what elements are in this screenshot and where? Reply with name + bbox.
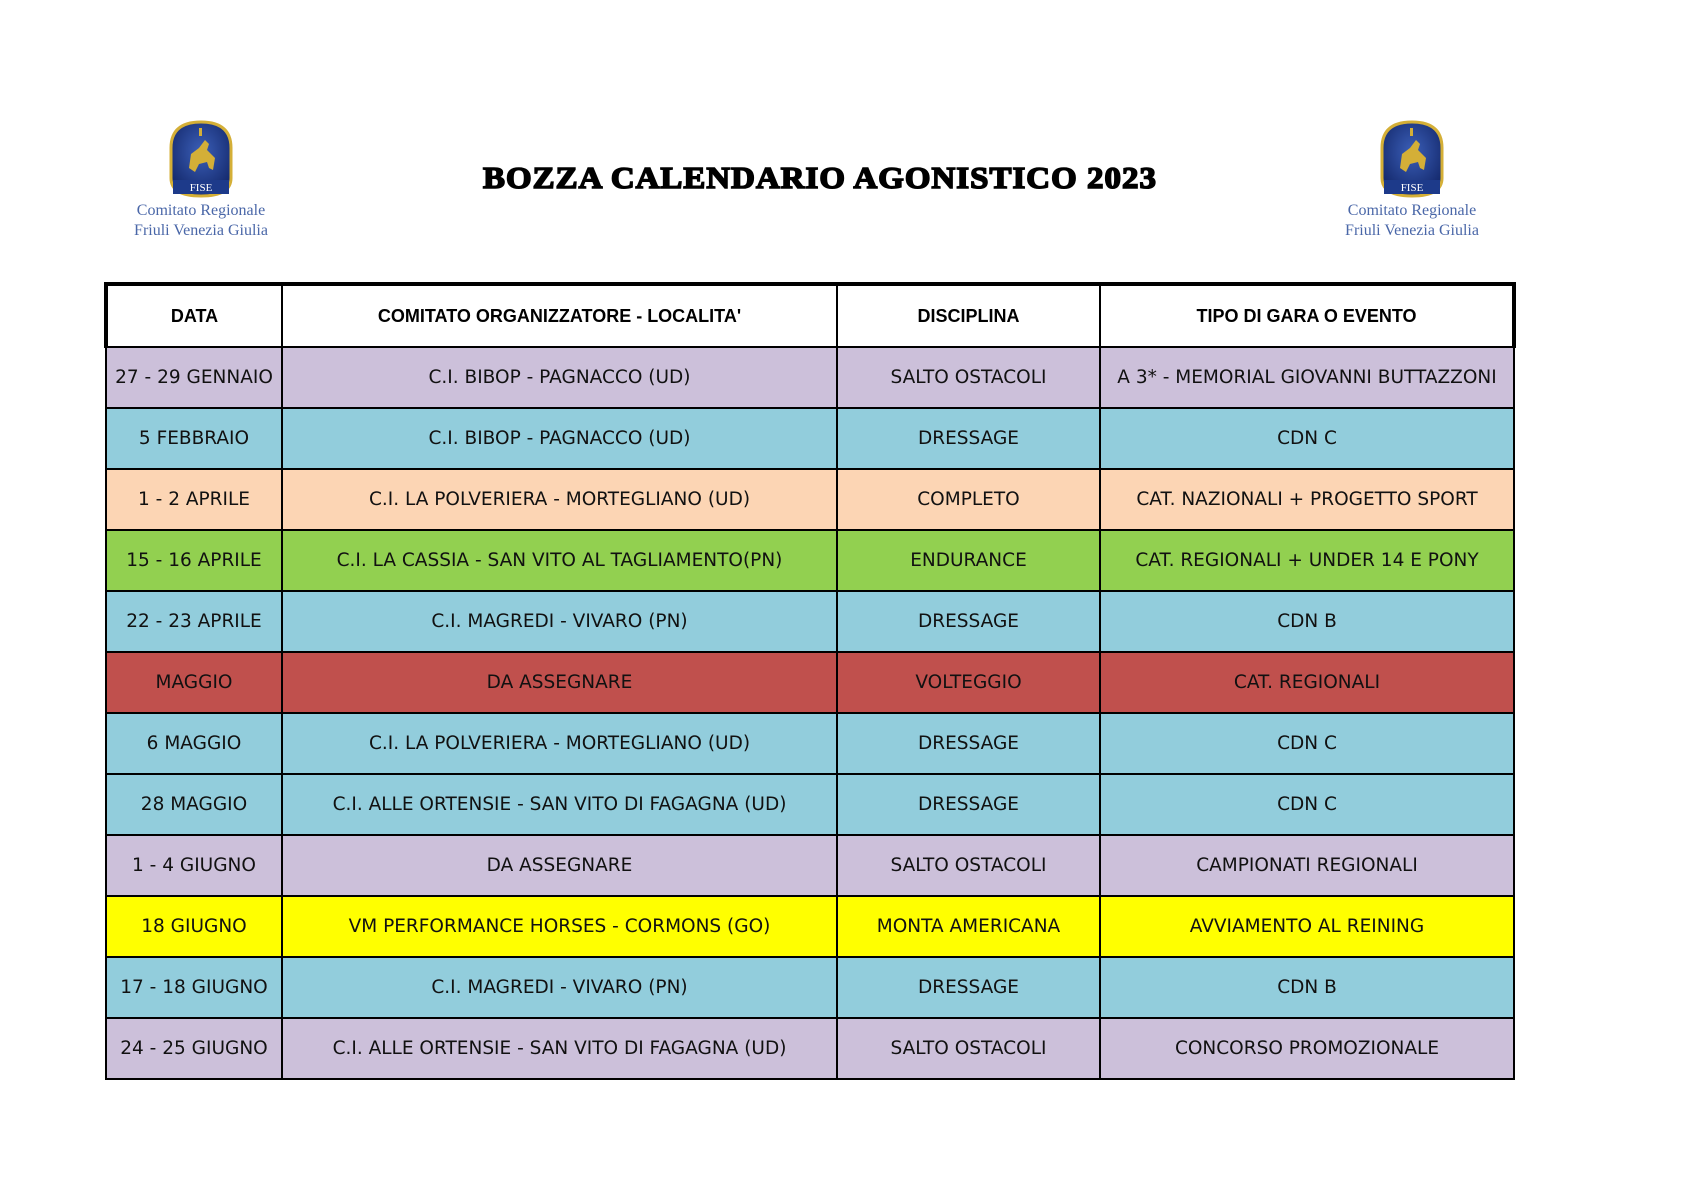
cell-event: CDN C bbox=[1100, 408, 1514, 469]
table-row bbox=[106, 957, 1514, 1018]
fise-emblem-icon bbox=[1372, 118, 1452, 200]
table-row bbox=[106, 835, 1514, 896]
svg-text:FISE: FISE bbox=[1400, 182, 1424, 194]
column-header-discipline: DISCIPLINA bbox=[837, 284, 1100, 347]
cell-event: CDN C bbox=[1100, 774, 1514, 835]
cell-organizer: C.I. LA POLVERIERA - MORTEGLIANO (UD) bbox=[282, 713, 837, 774]
table-row bbox=[106, 530, 1514, 591]
cell-event: CDN C bbox=[1100, 713, 1514, 774]
cell-organizer: C.I. BIBOP - PAGNACCO (UD) bbox=[282, 347, 837, 408]
cell-date: 1 - 2 APRILE bbox=[106, 469, 282, 530]
logo-caption-line1: Comitato Regionale bbox=[136, 202, 266, 219]
cell-discipline: SALTO OSTACOLI bbox=[837, 347, 1100, 408]
cell-date: 28 MAGGIO bbox=[106, 774, 282, 835]
cell-event: CONCORSO PROMOZIONALE bbox=[1100, 1018, 1514, 1079]
svg-text:FISE: FISE bbox=[189, 182, 213, 194]
cell-organizer: DA ASSEGNARE bbox=[282, 652, 837, 713]
cell-date: 1 - 4 GIUGNO bbox=[106, 835, 282, 896]
cell-date: 15 - 16 APRILE bbox=[106, 530, 282, 591]
page-title: BOZZA CALENDARIO AGONISTICO 2023 bbox=[483, 160, 1157, 195]
cell-organizer: C.I. ALLE ORTENSIE - SAN VITO DI FAGAGNA (UD) bbox=[282, 1018, 837, 1079]
table-body bbox=[106, 347, 1514, 1079]
cell-discipline: VOLTEGGIO bbox=[837, 652, 1100, 713]
column-header-organizer: COMITATO ORGANIZZATORE - LOCALITA' bbox=[282, 284, 837, 347]
cell-discipline: DRESSAGE bbox=[837, 774, 1100, 835]
cell-date: 6 MAGGIO bbox=[106, 713, 282, 774]
table-row bbox=[106, 896, 1514, 957]
table-row bbox=[106, 652, 1514, 713]
cell-organizer: C.I. LA CASSIA - SAN VITO AL TAGLIAMENTO(PN) bbox=[282, 530, 837, 591]
cell-organizer: DA ASSEGNARE bbox=[282, 835, 837, 896]
cell-date: 18 GIUGNO bbox=[106, 896, 282, 957]
cell-event: AVVIAMENTO AL REINING bbox=[1100, 896, 1514, 957]
table-row bbox=[106, 469, 1514, 530]
cell-discipline: SALTO OSTACOLI bbox=[837, 1018, 1100, 1079]
cell-organizer: C.I. LA POLVERIERA - MORTEGLIANO (UD) bbox=[282, 469, 837, 530]
cell-discipline: COMPLETO bbox=[837, 469, 1100, 530]
cell-discipline: SALTO OSTACOLI bbox=[837, 835, 1100, 896]
cell-discipline: ENDURANCE bbox=[837, 530, 1100, 591]
fise-logo-left bbox=[126, 118, 276, 243]
cell-discipline: MONTA AMERICANA bbox=[837, 896, 1100, 957]
cell-date: 24 - 25 GIUGNO bbox=[106, 1018, 282, 1079]
logo-caption-line2: Friuli Venezia Giulia bbox=[134, 222, 268, 239]
table-row bbox=[106, 591, 1514, 652]
cell-discipline: DRESSAGE bbox=[837, 591, 1100, 652]
table-row bbox=[106, 347, 1514, 408]
cell-organizer: C.I. BIBOP - PAGNACCO (UD) bbox=[282, 408, 837, 469]
cell-event: CAT. REGIONALI + UNDER 14 E PONY bbox=[1100, 530, 1514, 591]
fise-logo-right bbox=[1337, 118, 1487, 243]
cell-organizer: C.I. ALLE ORTENSIE - SAN VITO DI FAGAGNA (UD) bbox=[282, 774, 837, 835]
competition-calendar-table bbox=[104, 282, 1516, 1080]
cell-event: CDN B bbox=[1100, 591, 1514, 652]
cell-organizer: VM PERFORMANCE HORSES - CORMONS (GO) bbox=[282, 896, 837, 957]
column-header-date: DATA bbox=[106, 284, 282, 347]
table-row bbox=[106, 774, 1514, 835]
cell-date: 5 FEBBRAIO bbox=[106, 408, 282, 469]
table-row bbox=[106, 1018, 1514, 1079]
cell-discipline: DRESSAGE bbox=[837, 408, 1100, 469]
cell-organizer: C.I. MAGREDI - VIVARO (PN) bbox=[282, 591, 837, 652]
table-header-row bbox=[106, 284, 1514, 347]
cell-event: CDN B bbox=[1100, 957, 1514, 1018]
cell-date: 22 - 23 APRILE bbox=[106, 591, 282, 652]
cell-date: MAGGIO bbox=[106, 652, 282, 713]
cell-discipline: DRESSAGE bbox=[837, 713, 1100, 774]
cell-event: CAMPIONATI REGIONALI bbox=[1100, 835, 1514, 896]
cell-organizer: C.I. MAGREDI - VIVARO (PN) bbox=[282, 957, 837, 1018]
cell-date: 27 - 29 GENNAIO bbox=[106, 347, 282, 408]
logo-caption-line1: Comitato Regionale bbox=[1347, 202, 1477, 219]
column-header-event: TIPO DI GARA O EVENTO bbox=[1100, 284, 1514, 347]
table-row bbox=[106, 713, 1514, 774]
cell-discipline: DRESSAGE bbox=[837, 957, 1100, 1018]
table-row bbox=[106, 408, 1514, 469]
cell-event: A 3* - MEMORIAL GIOVANNI BUTTAZZONI bbox=[1100, 347, 1514, 408]
cell-event: CAT. NAZIONALI + PROGETTO SPORT bbox=[1100, 469, 1514, 530]
logo-caption-line2: Friuli Venezia Giulia bbox=[1345, 222, 1479, 239]
cell-date: 17 - 18 GIUGNO bbox=[106, 957, 282, 1018]
cell-event: CAT. REGIONALI bbox=[1100, 652, 1514, 713]
fise-emblem-icon bbox=[161, 118, 241, 200]
